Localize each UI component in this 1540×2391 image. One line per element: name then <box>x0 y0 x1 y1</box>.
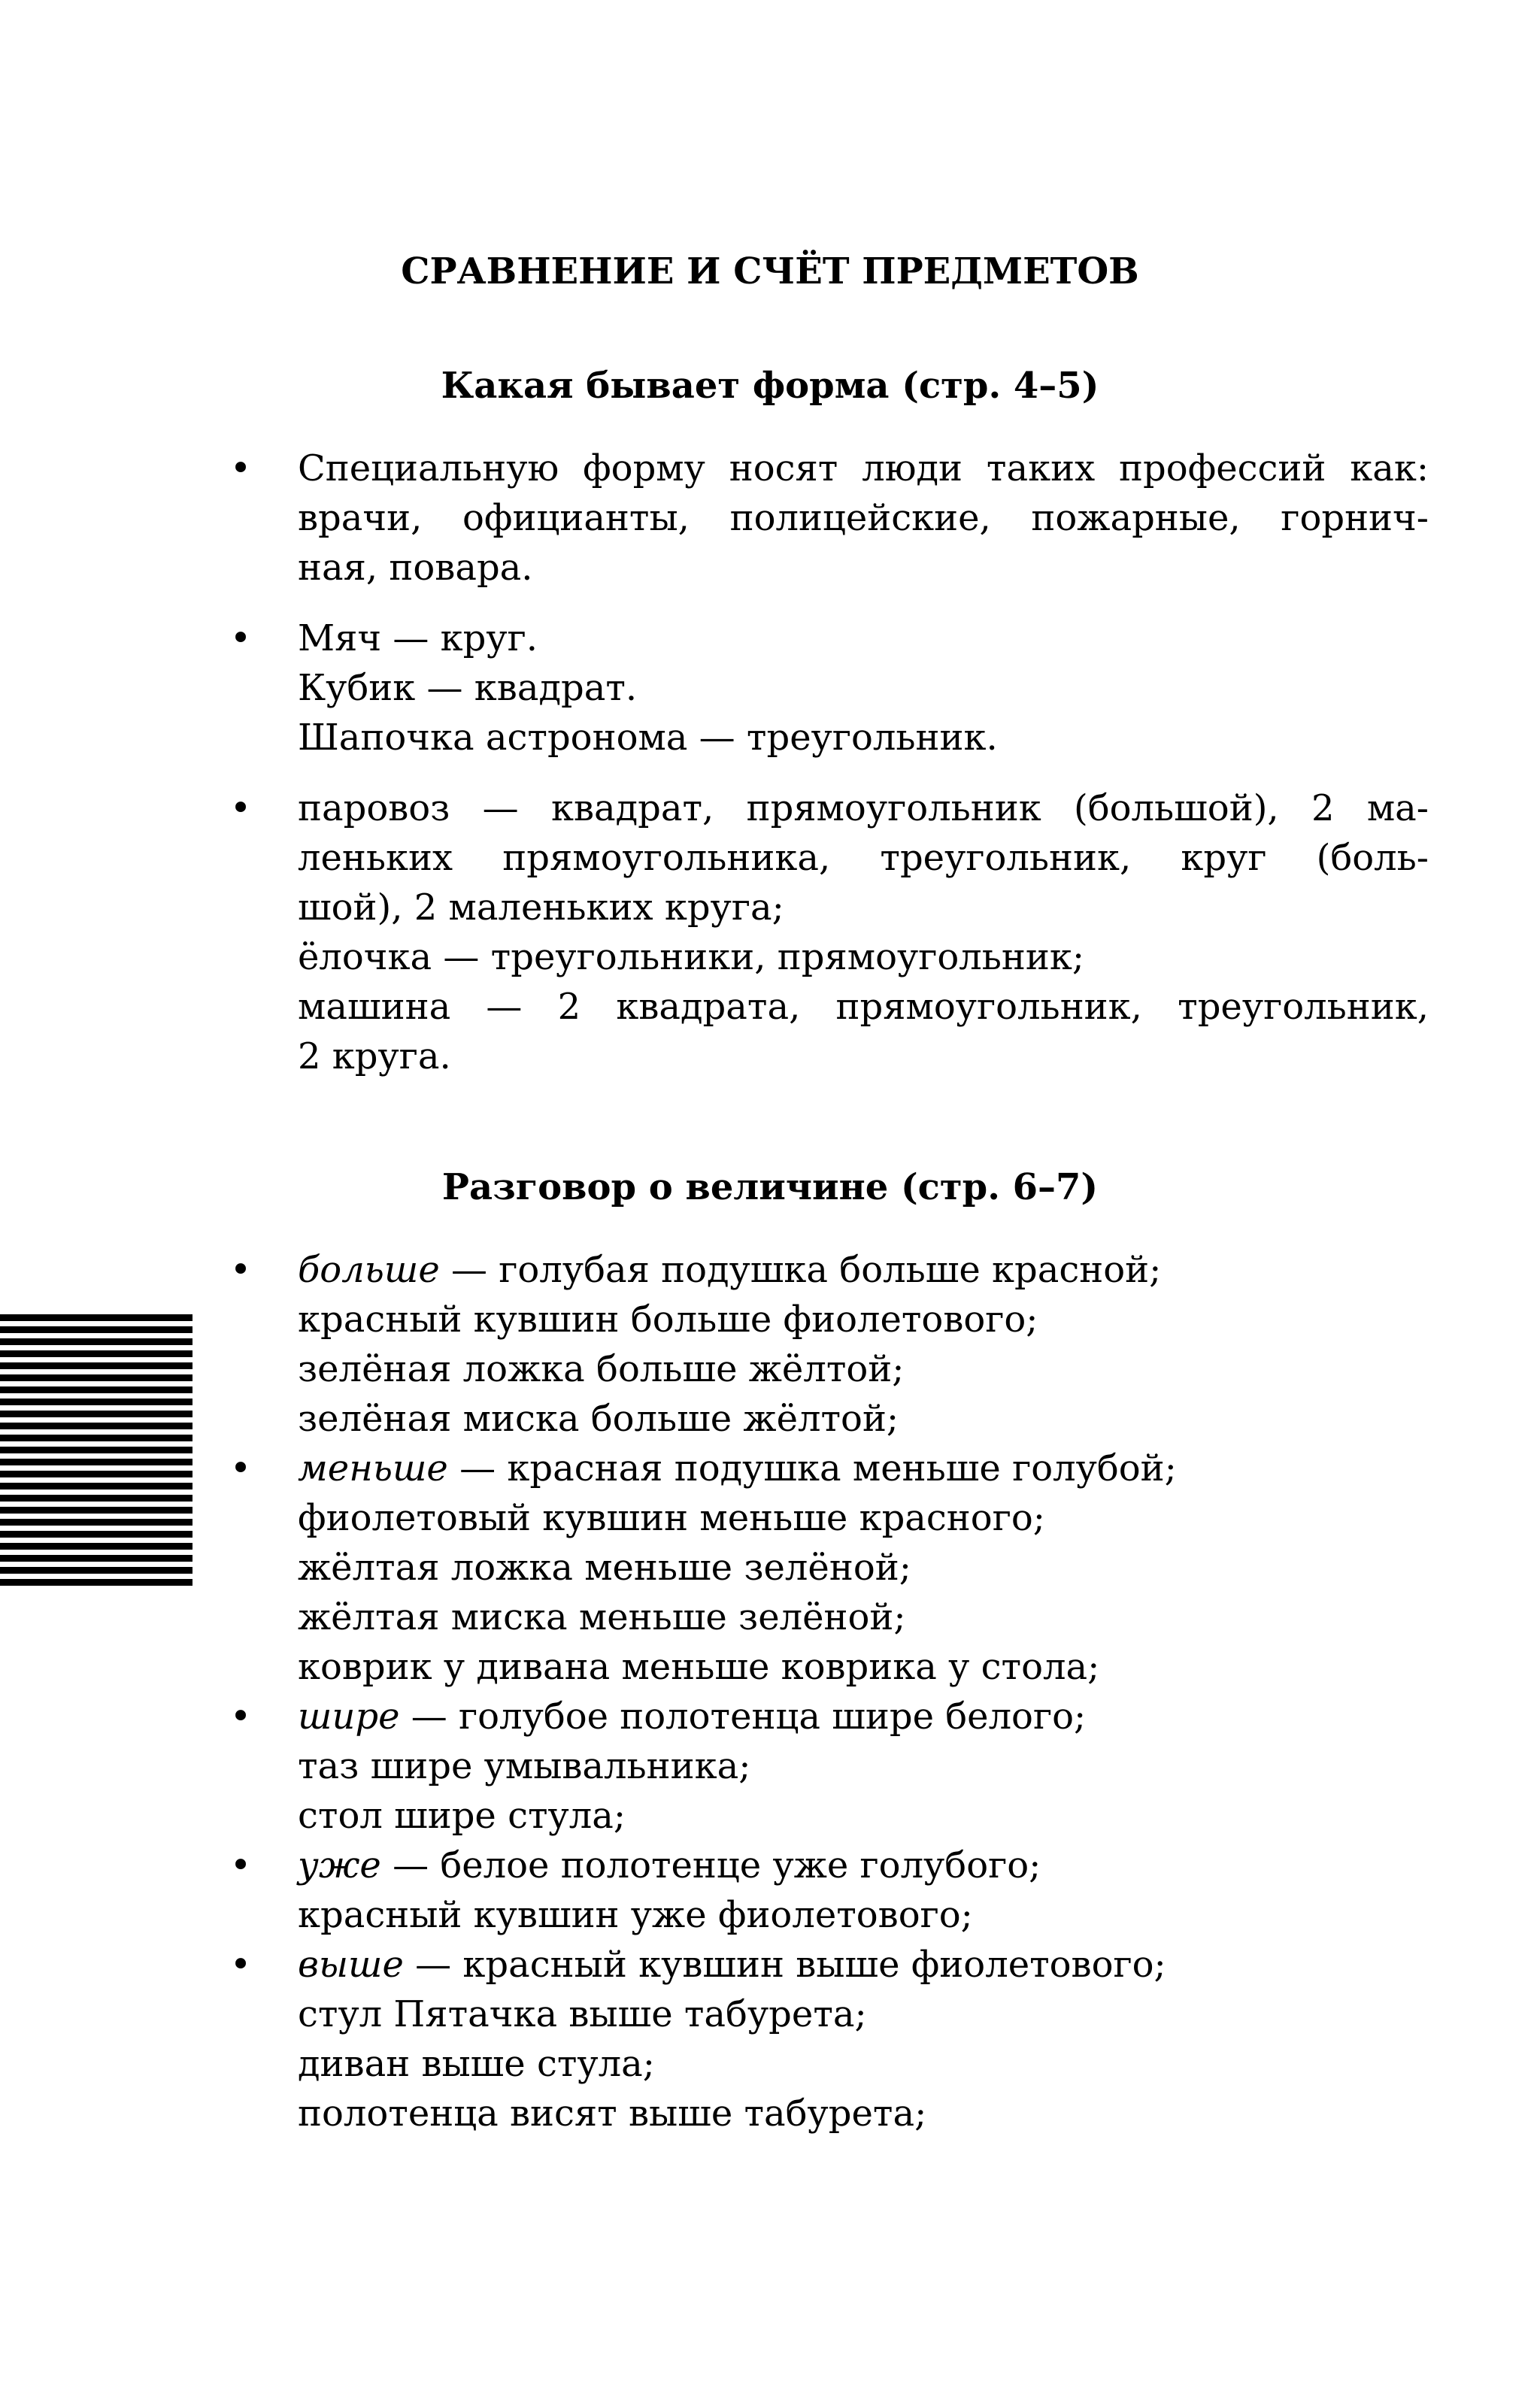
list-item-line: ёлочка — треугольники, прямоугольник; <box>298 936 1085 978</box>
size-answers-list <box>226 1245 1429 2138</box>
list-item-line: 2 круга. <box>298 1035 451 1077</box>
list-item-line: стул Пятачка выше табурета; <box>298 1993 867 2035</box>
bullet-icon: • <box>229 1844 252 1886</box>
list-item-line: Шапочка астронома — треугольник. <box>298 717 998 759</box>
page-title: СРАВНЕНИЕ И СЧЁТ ПРЕДМЕТОВ <box>401 250 1139 292</box>
bullet-icon: • <box>229 1447 252 1489</box>
list-item-line: паровоз — квадрат, прямоугольник (большой), 2 ма- <box>298 787 1429 829</box>
list-item-first-line <box>298 1940 1429 1989</box>
list-item-line: полотенца висят выше табурета; <box>298 2093 927 2135</box>
shape-answers-list <box>226 444 1429 1102</box>
definition-text: — белое полотенце уже голубого; <box>380 1844 1041 1886</box>
list-item-line: врачи, официанты, полицейские, пожарные, горнич- <box>298 497 1429 539</box>
definition-text: — красная подушка меньше голубой; <box>447 1447 1177 1489</box>
page-edge-marker <box>0 1314 192 1586</box>
list-item-line: зелёная миска больше жёлтой; <box>298 1398 899 1440</box>
bullet-icon: • <box>229 617 252 659</box>
term-wider: шире <box>298 1696 400 1738</box>
section-heading-shape: Какая бывает форма (стр. 4–5) <box>441 365 1099 407</box>
bullet-icon: • <box>229 1944 252 1986</box>
definition-text: — красный кувшин выше фиолетового; <box>403 1944 1166 1986</box>
list-item-narrower <box>226 1841 1429 1940</box>
list-item-line: Специальную форму носят люди таких профессий как: <box>298 447 1429 489</box>
list-item-line: таз шире умывальника; <box>298 1745 751 1787</box>
list-item-first-line <box>298 1444 1429 1493</box>
list-item-line: Мяч — круг. <box>298 617 538 659</box>
list-item-line: фиолетовый кувшин меньше красного; <box>298 1497 1045 1539</box>
list-item-line: Кубик — квадрат. <box>298 667 638 709</box>
list-item-first-line <box>298 1841 1429 1890</box>
definition-text: — голубая подушка больше красной; <box>439 1249 1162 1291</box>
list-item-first-line <box>298 1692 1429 1741</box>
list-item-bigger <box>226 1245 1429 1444</box>
list-item-line: ная, повара. <box>298 547 533 589</box>
list-item-line: леньких прямоугольника, треугольник, круг (боль- <box>298 837 1429 879</box>
list-item-first-line <box>298 1245 1429 1295</box>
list-item-line: жёлтая миска меньше зелёной; <box>298 1596 906 1638</box>
term-bigger: больше <box>298 1249 440 1291</box>
list-item-line: красный кувшин уже фиолетового; <box>298 1894 973 1936</box>
list-item-line: коврик у дивана меньше коврика у стола; <box>298 1646 1100 1688</box>
bullet-icon: • <box>229 447 252 489</box>
bullet-icon: • <box>229 1696 252 1738</box>
term-narrower: уже <box>298 1844 381 1886</box>
bullet-icon: • <box>229 1249 252 1291</box>
list-item-figures <box>226 783 1429 1081</box>
list-item-wider <box>226 1692 1429 1841</box>
section-heading-size: Разговор о величине (стр. 6–7) <box>441 1166 1099 1208</box>
list-item-professions <box>226 444 1429 592</box>
list-item-line: шой), 2 маленьких круга; <box>298 886 784 929</box>
list-item-line: жёлтая ложка меньше зелёной; <box>298 1547 911 1589</box>
list-item-line: стол шире стула; <box>298 1795 626 1837</box>
term-higher: выше <box>298 1944 404 1986</box>
list-item-line: зелёная ложка больше жёлтой; <box>298 1348 905 1390</box>
list-item-smaller <box>226 1444 1429 1692</box>
term-smaller: меньше <box>298 1447 448 1489</box>
list-item-line: красный кувшин больше фиолетового; <box>298 1299 1038 1341</box>
list-item-higher <box>226 1940 1429 2138</box>
list-item-line: машина — 2 квадрата, прямоугольник, треугольник, <box>298 986 1429 1028</box>
list-item-line: диван выше стула; <box>298 2043 655 2085</box>
bullet-icon: • <box>229 787 252 829</box>
list-item-objects <box>226 614 1429 762</box>
definition-text: — голубое полотенца шире белого; <box>399 1696 1087 1738</box>
